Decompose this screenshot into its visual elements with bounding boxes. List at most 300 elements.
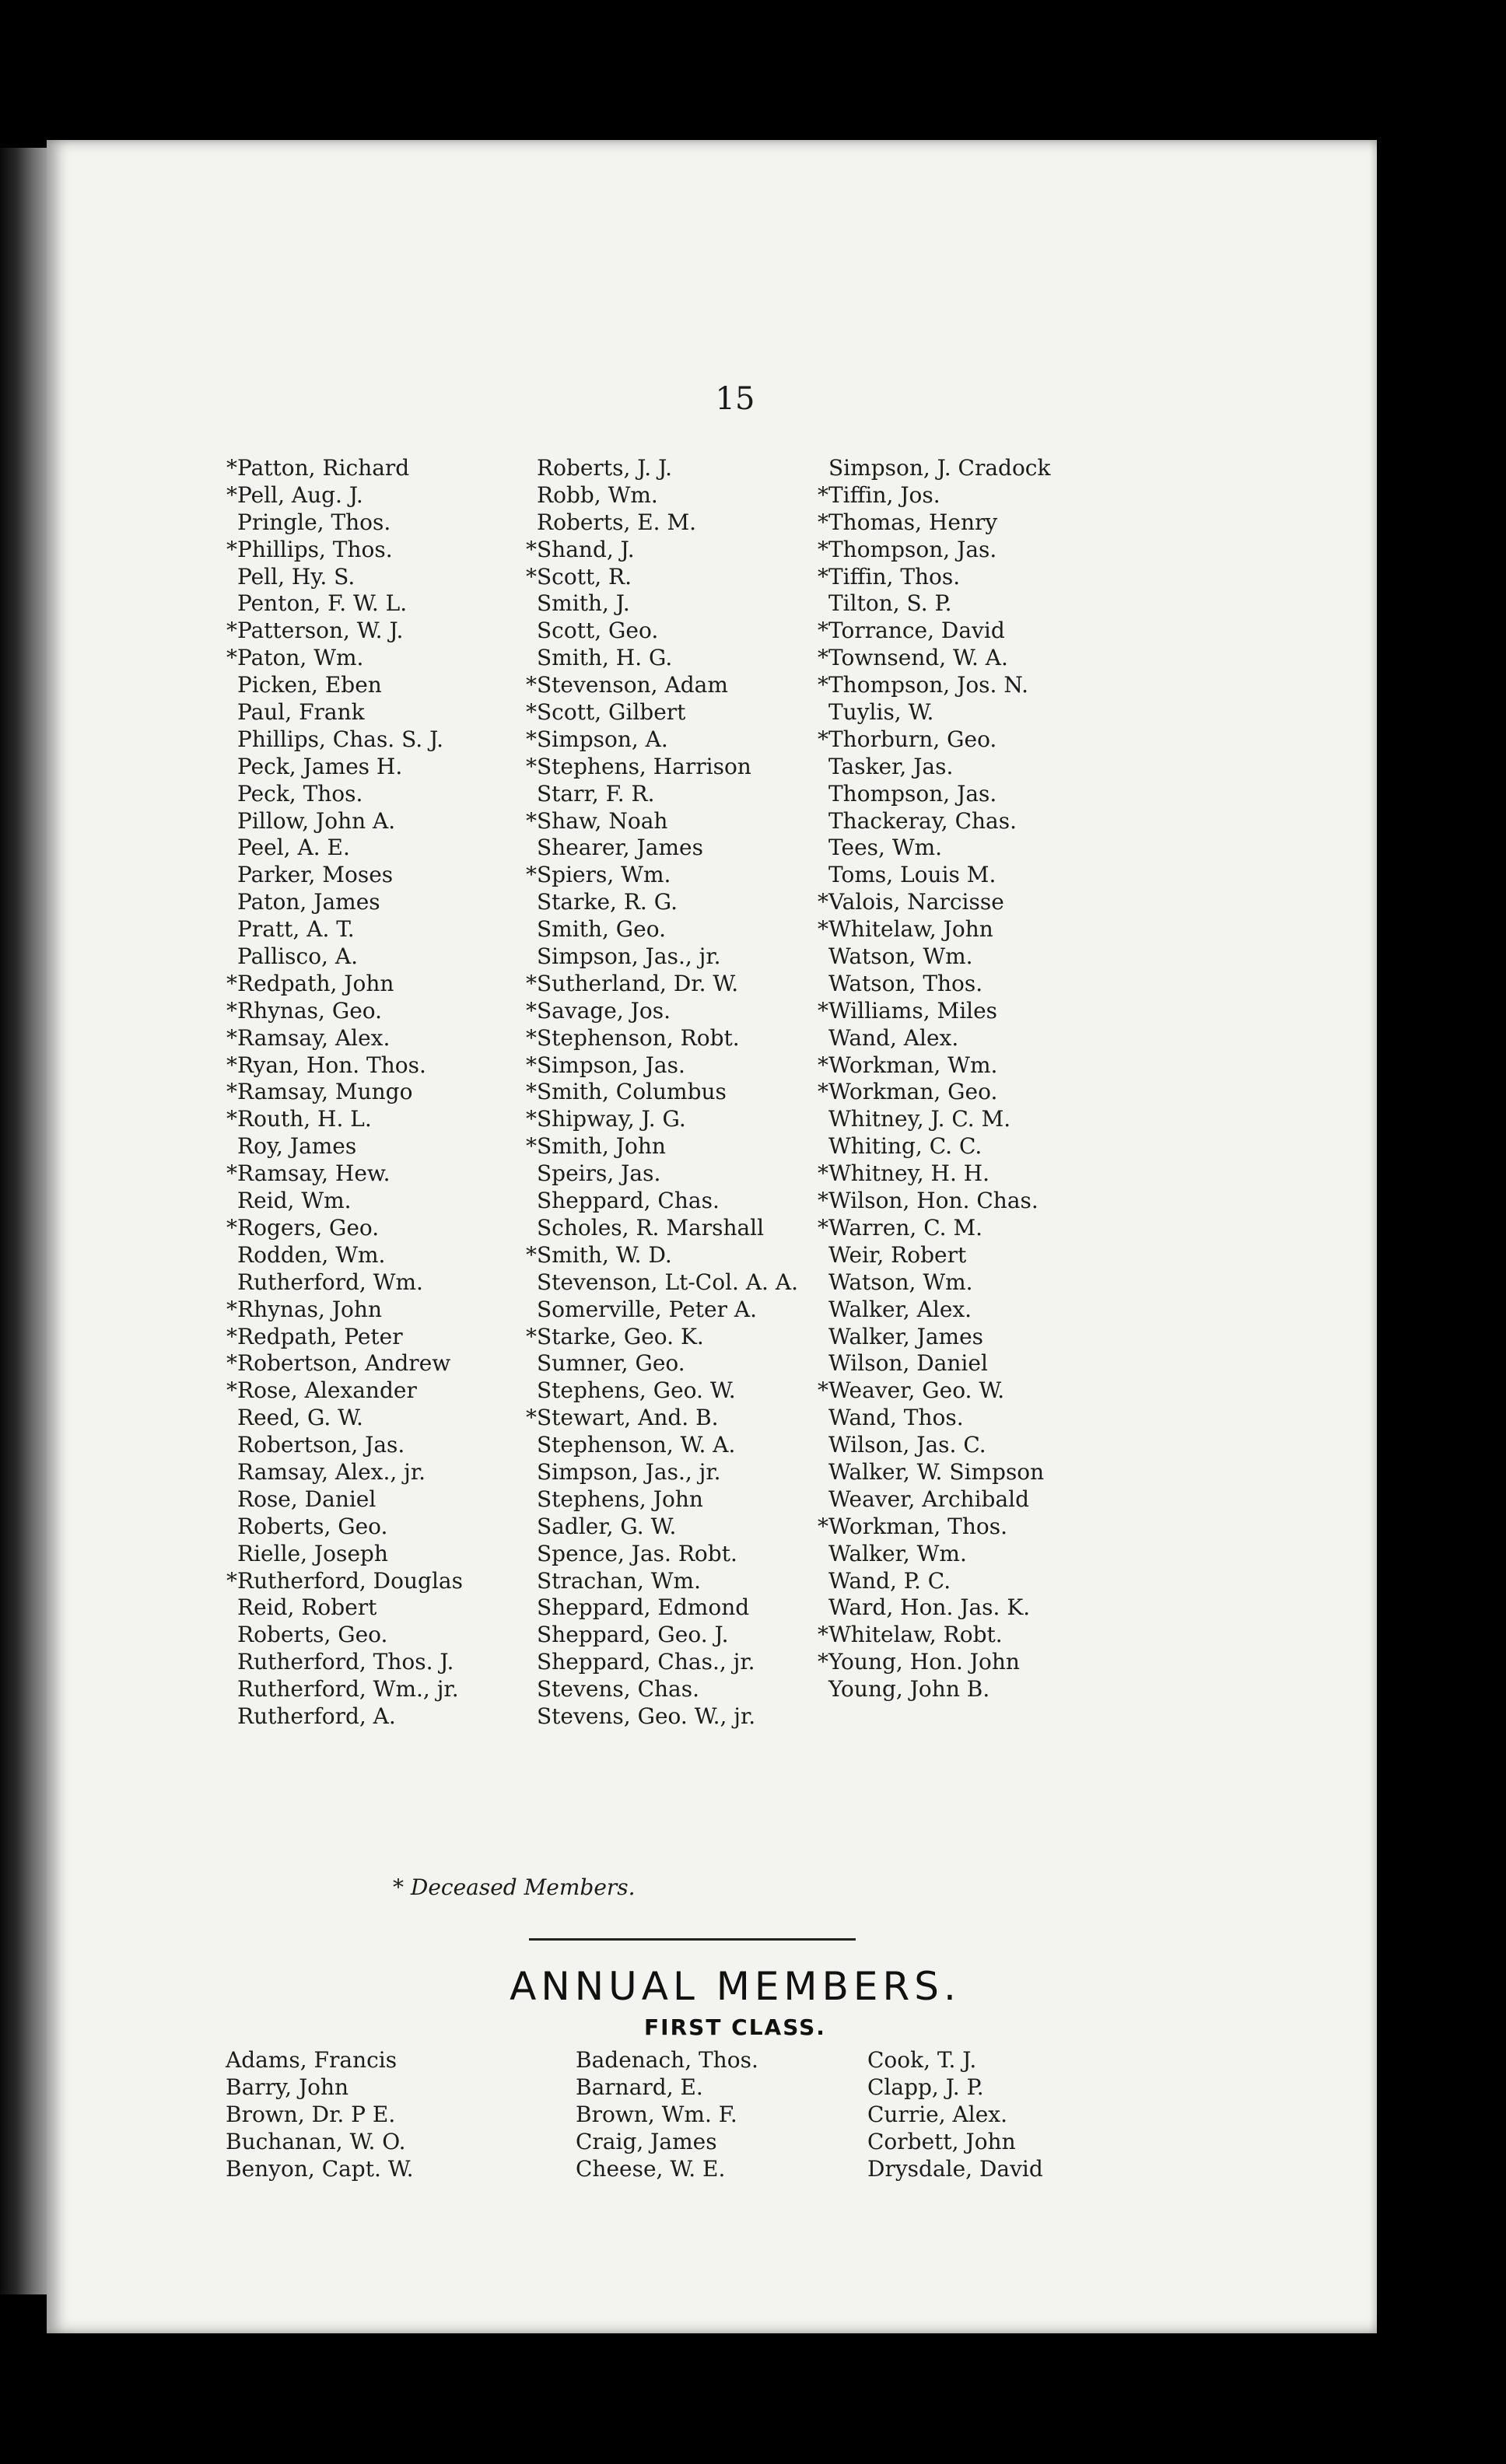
member-name: Whitney, J. C. M.	[828, 1106, 1011, 1132]
member-name: Routh, H. L.	[237, 1106, 372, 1132]
member-column-1	[226, 455, 521, 1731]
deceased-marker: *	[226, 1377, 237, 1404]
deceased-marker: *	[818, 481, 828, 508]
member-name: Pringle, Thos.	[237, 509, 391, 535]
deceased-marker: *	[818, 509, 828, 535]
member-name: Rutherford, Wm., jr.	[237, 1676, 459, 1703]
member-name: Sumner, Geo.	[537, 1350, 685, 1377]
member-entry	[226, 509, 521, 537]
member-name: Rodden, Wm.	[237, 1241, 386, 1268]
member-entry	[525, 1432, 821, 1459]
member-name: Weir, Robert	[828, 1241, 967, 1268]
member-entry	[525, 1622, 821, 1649]
member-name: Redpath, Peter	[237, 1323, 403, 1349]
member-name: Scott, Gilbert	[537, 699, 686, 726]
member-name: Peck, Thos.	[237, 780, 363, 807]
member-entry	[525, 726, 821, 754]
member-name: Redpath, John	[237, 970, 394, 996]
member-name: Reed, G. W.	[237, 1405, 363, 1431]
member-entry	[817, 943, 1144, 971]
annual-member-entry: Craig, James	[576, 2128, 717, 2154]
member-entry	[226, 1514, 521, 1541]
member-entry	[226, 1541, 521, 1568]
member-entry	[525, 1649, 821, 1676]
member-name: Ramsay, Hew.	[237, 1160, 391, 1187]
member-entry	[817, 1676, 1144, 1703]
member-name: Torrance, David	[828, 618, 1005, 644]
deceased-marker: *	[818, 1377, 828, 1404]
member-name: Somerville, Peter A.	[537, 1296, 757, 1322]
member-entry	[226, 1052, 521, 1080]
member-name: Sheppard, Chas., jr.	[537, 1649, 755, 1675]
member-entry	[226, 699, 521, 726]
member-entry	[525, 645, 821, 672]
member-name: Workman, Thos.	[828, 1513, 1008, 1539]
member-entry	[817, 1160, 1144, 1188]
deceased-marker: *	[818, 672, 828, 698]
member-name: Simpson, Jas., jr.	[537, 943, 721, 970]
member-name: Thorburn, Geo.	[828, 726, 997, 752]
member-entry	[226, 1324, 521, 1351]
annual-members-heading: ANNUAL MEMBERS.	[510, 1964, 961, 2009]
member-name: Scott, R.	[537, 563, 632, 590]
member-name: Scott, Geo.	[537, 618, 659, 644]
member-name: Watson, Thos.	[828, 970, 983, 996]
deceased-marker: *	[526, 1323, 537, 1349]
member-name: Townsend, W. A.	[828, 645, 1008, 671]
member-entry	[525, 1405, 821, 1432]
deceased-marker: *	[818, 889, 828, 915]
member-name: Workman, Geo.	[828, 1079, 998, 1105]
member-name: Starke, R. G.	[537, 889, 678, 915]
member-name: Thomas, Henry	[828, 509, 998, 535]
member-entry	[817, 1106, 1144, 1133]
member-name: Starr, F. R.	[537, 780, 655, 807]
member-name: Phillips, Chas. S. J.	[237, 726, 444, 752]
member-entry	[817, 1568, 1144, 1595]
member-entry	[817, 1079, 1144, 1106]
member-name: Stephenson, Robt.	[537, 1024, 740, 1051]
member-entry	[817, 808, 1144, 835]
member-name: Stephens, Harrison	[537, 753, 751, 779]
annual-member-entry: Barnard, E.	[576, 2074, 703, 2100]
member-entry	[226, 1133, 521, 1160]
deceased-marker: *	[226, 1567, 237, 1594]
member-entry	[226, 1703, 521, 1731]
member-name: Phillips, Thos.	[237, 536, 393, 562]
member-name: Workman, Wm.	[828, 1052, 998, 1078]
member-name: Paton, James	[237, 889, 380, 915]
deceased-marker: *	[526, 1052, 537, 1078]
member-name: Young, Hon. John	[828, 1649, 1020, 1675]
member-name: Roberts, Geo.	[237, 1622, 388, 1648]
member-entry	[525, 781, 821, 808]
member-name: Ramsay, Mungo	[237, 1079, 413, 1105]
member-entry	[525, 1242, 821, 1269]
member-entry	[817, 1025, 1144, 1052]
member-entry	[525, 1133, 821, 1160]
member-entry	[525, 1025, 821, 1052]
member-entry	[226, 1432, 521, 1459]
member-name: Shand, J.	[537, 536, 635, 562]
member-entry	[525, 1269, 821, 1297]
member-entry	[525, 672, 821, 699]
deceased-marker: *	[818, 1052, 828, 1078]
member-entry	[226, 1269, 521, 1297]
member-name: Simpson, Jas.	[537, 1052, 685, 1078]
deceased-marker: *	[226, 1024, 237, 1051]
member-entry	[226, 808, 521, 835]
member-entry	[226, 455, 521, 482]
section-divider	[529, 1938, 856, 1941]
deceased-marker: *	[526, 1133, 537, 1160]
member-entry	[226, 672, 521, 699]
member-name: Roy, James	[237, 1133, 357, 1160]
member-entry	[226, 1459, 521, 1486]
member-entry	[226, 1215, 521, 1242]
member-name: Wilson, Daniel	[828, 1350, 988, 1377]
member-name: Paul, Frank	[237, 699, 365, 726]
member-name: Stephens, Geo. W.	[537, 1377, 736, 1404]
member-entry	[817, 1432, 1144, 1459]
annual-member-entry: Currie, Alex.	[867, 2101, 1007, 2127]
member-name: Toms, Louis M.	[828, 862, 996, 888]
member-entry	[226, 889, 521, 916]
deceased-note: * Deceased Members.	[393, 1874, 636, 1900]
member-name: Tees, Wm.	[828, 835, 943, 861]
member-entry	[817, 781, 1144, 808]
member-entry	[817, 1324, 1144, 1351]
member-name: Williams, Miles	[828, 997, 998, 1024]
member-entry	[226, 916, 521, 943]
member-entry	[226, 1676, 521, 1703]
annual-member-entry: Cook, T. J.	[867, 2047, 977, 2073]
member-entry	[226, 1079, 521, 1106]
member-name: Rhynas, Geo.	[237, 997, 383, 1024]
member-name: Walker, Wm.	[828, 1540, 967, 1566]
deceased-marker: *	[526, 699, 537, 726]
member-name: Rutherford, Wm.	[237, 1269, 423, 1295]
deceased-marker: *	[818, 1160, 828, 1187]
deceased-marker: *	[818, 645, 828, 671]
member-entry	[226, 564, 521, 591]
member-entry	[817, 1133, 1144, 1160]
member-entry	[226, 1106, 521, 1133]
annual-member-entry: Brown, Dr. P E.	[226, 2101, 396, 2127]
member-name: Smith, John	[537, 1133, 666, 1160]
annual-member-entry: Badenach, Thos.	[576, 2047, 758, 2073]
member-name: Shearer, James	[537, 835, 703, 861]
member-entry	[817, 564, 1144, 591]
member-entry	[525, 1377, 821, 1405]
member-entry	[226, 1649, 521, 1676]
member-name: Ramsay, Alex.	[237, 1024, 391, 1051]
member-name: Sheppard, Chas.	[537, 1188, 720, 1214]
member-name: Wilson, Hon. Chas.	[828, 1188, 1038, 1214]
member-entry	[226, 1622, 521, 1649]
member-name: Smith, Columbus	[537, 1079, 727, 1105]
member-entry	[525, 916, 821, 943]
member-name: Pillow, John A.	[237, 807, 396, 834]
member-name: Simpson, A.	[537, 726, 668, 752]
member-name: Roberts, Geo.	[237, 1513, 388, 1539]
life-members-list	[226, 455, 1315, 1878]
member-entry	[525, 1514, 821, 1541]
member-name: Simpson, J. Cradock	[828, 455, 1051, 481]
member-entry	[817, 618, 1144, 645]
member-entry	[817, 1242, 1144, 1269]
member-name: Robertson, Andrew	[237, 1350, 451, 1377]
deceased-marker: *	[526, 563, 537, 590]
member-entry	[817, 889, 1144, 916]
deceased-marker: *	[818, 1513, 828, 1539]
member-entry	[226, 998, 521, 1025]
member-name: Weaver, Archibald	[828, 1486, 1030, 1512]
annual-member-entry: Clapp, J. P.	[867, 2074, 984, 2100]
deceased-marker: *	[526, 726, 537, 752]
member-entry	[226, 1160, 521, 1188]
member-name: Pell, Aug. J.	[237, 481, 363, 508]
member-entry	[817, 590, 1144, 618]
member-name: Rose, Daniel	[237, 1486, 376, 1512]
member-name: Whitney, H. H.	[828, 1160, 990, 1187]
member-entry	[226, 537, 521, 564]
deceased-marker: *	[226, 536, 237, 562]
member-entry	[817, 1188, 1144, 1215]
member-name: Thackeray, Chas.	[828, 807, 1017, 834]
member-name: Warren, C. M.	[828, 1214, 983, 1241]
member-entry	[525, 943, 821, 971]
member-entry	[525, 699, 821, 726]
member-name: Tiffin, Thos.	[828, 563, 961, 590]
member-name: Wand, Alex.	[828, 1024, 959, 1051]
member-entry	[817, 1350, 1144, 1377]
member-name: Rhynas, John	[237, 1296, 382, 1322]
member-name: Tilton, S. P.	[828, 590, 952, 617]
member-name: Wand, Thos.	[828, 1405, 964, 1431]
member-entry	[817, 1486, 1144, 1514]
deceased-marker: *	[226, 455, 237, 481]
member-name: Thompson, Jos. N.	[828, 672, 1028, 698]
deceased-marker: *	[226, 1160, 237, 1187]
member-name: Weaver, Geo. W.	[828, 1377, 1005, 1404]
member-name: Stevens, Geo. W., jr.	[537, 1703, 756, 1729]
member-name: Scholes, R. Marshall	[537, 1214, 765, 1241]
deceased-marker: *	[818, 726, 828, 752]
member-name: Sutherland, Dr. W.	[537, 970, 739, 996]
deceased-marker: *	[226, 1296, 237, 1322]
deceased-marker: *	[226, 997, 237, 1024]
member-entry	[226, 1486, 521, 1514]
member-name: Shipway, J. G.	[537, 1106, 686, 1132]
member-name: Shaw, Noah	[537, 807, 668, 834]
member-name: Spence, Jas. Robt.	[537, 1540, 737, 1566]
deceased-marker: *	[526, 1106, 537, 1132]
member-entry	[817, 672, 1144, 699]
member-entry	[817, 509, 1144, 537]
member-entry	[817, 1514, 1144, 1541]
annual-member-entry: Corbett, John	[867, 2128, 1016, 2154]
member-name: Smith, W. D.	[537, 1241, 672, 1268]
member-name: Rutherford, A.	[237, 1703, 396, 1729]
member-name: Ward, Hon. Jas. K.	[828, 1594, 1031, 1621]
member-entry	[226, 1405, 521, 1432]
member-name: Parker, Moses	[237, 862, 394, 888]
member-name: Stephenson, W. A.	[537, 1432, 736, 1458]
deceased-marker: *	[526, 1024, 537, 1051]
deceased-marker: *	[526, 1405, 537, 1431]
deceased-marker: *	[526, 807, 537, 834]
left-page-edge	[0, 148, 47, 2294]
deceased-marker: *	[526, 753, 537, 779]
member-entry	[226, 862, 521, 889]
member-entry	[817, 862, 1144, 889]
deceased-marker: *	[226, 618, 237, 644]
member-name: Pratt, A. T.	[237, 916, 355, 943]
member-entry	[817, 1649, 1144, 1676]
member-entry	[226, 1377, 521, 1405]
member-name: Whiting, C. C.	[828, 1133, 982, 1160]
member-entry	[226, 618, 521, 645]
deceased-marker: *	[526, 970, 537, 996]
member-name: Smith, Geo.	[537, 916, 666, 943]
member-entry	[226, 482, 521, 509]
member-entry	[525, 1188, 821, 1215]
member-entry	[525, 1350, 821, 1377]
book-page	[47, 140, 1377, 2333]
member-entry	[525, 1052, 821, 1080]
deceased-marker: *	[818, 997, 828, 1024]
member-name: Speirs, Jas.	[537, 1160, 661, 1187]
deceased-marker: *	[526, 1241, 537, 1268]
member-entry	[226, 781, 521, 808]
member-name: Stewart, And. B.	[537, 1405, 719, 1431]
deceased-marker: *	[526, 536, 537, 562]
member-entry	[525, 1106, 821, 1133]
member-name: Smith, H. G.	[537, 645, 673, 671]
member-name: Wilson, Jas. C.	[828, 1432, 986, 1458]
deceased-marker: *	[818, 1214, 828, 1241]
member-entry	[525, 455, 821, 482]
member-entry	[525, 808, 821, 835]
member-name: Roberts, J. J.	[537, 455, 673, 481]
member-entry	[525, 889, 821, 916]
member-name: Young, John B.	[828, 1676, 990, 1703]
member-name: Paton, Wm.	[237, 645, 364, 671]
member-entry	[817, 1052, 1144, 1080]
member-name: Rutherford, Thos. J.	[237, 1649, 454, 1675]
member-name: Whitelaw, Robt.	[828, 1622, 1003, 1648]
member-entry	[817, 699, 1144, 726]
member-name: Sadler, G. W.	[537, 1513, 677, 1539]
deceased-marker: *	[226, 1052, 237, 1078]
member-entry	[525, 509, 821, 537]
deceased-marker: *	[818, 563, 828, 590]
member-entry	[525, 998, 821, 1025]
member-entry	[525, 1703, 821, 1731]
member-entry	[525, 754, 821, 781]
member-name: Walker, Alex.	[828, 1296, 972, 1322]
member-name: Savage, Jos.	[537, 997, 671, 1024]
member-entry	[817, 455, 1144, 482]
member-entry	[525, 1486, 821, 1514]
member-entry	[817, 1594, 1144, 1622]
deceased-marker: *	[818, 1622, 828, 1648]
member-entry	[817, 1377, 1144, 1405]
member-entry	[817, 726, 1144, 754]
member-entry	[226, 943, 521, 971]
member-name: Wand, P. C.	[828, 1567, 951, 1594]
member-column-3	[817, 455, 1144, 1703]
member-entry	[226, 726, 521, 754]
member-name: Thompson, Jas.	[828, 780, 997, 807]
deceased-marker: *	[818, 536, 828, 562]
member-name: Reid, Wm.	[237, 1188, 352, 1214]
member-entry	[226, 1242, 521, 1269]
annual-member-entry: Cheese, W. E.	[576, 2155, 726, 2182]
member-name: Spiers, Wm.	[537, 862, 671, 888]
member-entry	[817, 971, 1144, 998]
member-name: Walker, W. Simpson	[828, 1458, 1045, 1485]
annual-column-1	[226, 2047, 521, 2182]
annual-member-entry: Barry, John	[226, 2074, 349, 2100]
member-name: Walker, James	[828, 1323, 984, 1349]
member-name: Starke, Geo. K.	[537, 1323, 704, 1349]
member-name: Valois, Narcisse	[828, 889, 1004, 915]
deceased-marker: *	[226, 481, 237, 508]
deceased-marker: *	[818, 618, 828, 644]
member-entry	[226, 971, 521, 998]
member-name: Simpson, Jas., jr.	[537, 1458, 721, 1485]
deceased-marker: *	[526, 997, 537, 1024]
annual-member-entry: Benyon, Capt. W.	[226, 2155, 414, 2182]
member-entry	[226, 1568, 521, 1595]
annual-column-2	[576, 2047, 871, 2182]
member-entry	[525, 1079, 821, 1106]
member-name: Reid, Robert	[237, 1594, 377, 1621]
member-name: Roberts, E. M.	[537, 509, 697, 535]
member-name: Tasker, Jas.	[828, 753, 954, 779]
member-entry	[525, 1215, 821, 1242]
member-entry	[525, 537, 821, 564]
member-entry	[525, 1459, 821, 1486]
member-name: Watson, Wm.	[828, 943, 973, 970]
member-name: Ryan, Hon. Thos.	[237, 1052, 426, 1078]
member-entry	[226, 1594, 521, 1622]
member-name: Ramsay, Alex., jr.	[237, 1458, 426, 1485]
member-name: Thompson, Jas.	[828, 536, 997, 562]
member-name: Robb, Wm.	[537, 481, 658, 508]
member-entry	[226, 590, 521, 618]
member-name: Penton, F. W. L.	[237, 590, 408, 617]
deceased-marker: *	[526, 862, 537, 888]
member-name: Strachan, Wm.	[537, 1567, 701, 1594]
member-entry	[817, 1541, 1144, 1568]
member-name: Peel, A. E.	[237, 835, 350, 861]
member-entry	[226, 1188, 521, 1215]
deceased-marker: *	[226, 1214, 237, 1241]
member-entry	[817, 1215, 1144, 1242]
member-entry	[525, 590, 821, 618]
member-entry	[817, 1405, 1144, 1432]
annual-member-entry: Drysdale, David	[867, 2155, 1043, 2182]
member-entry	[525, 564, 821, 591]
member-name: Rogers, Geo.	[237, 1214, 380, 1241]
member-entry	[525, 835, 821, 862]
member-entry	[817, 916, 1144, 943]
deceased-marker: *	[226, 1079, 237, 1105]
member-name: Rose, Alexander	[237, 1377, 417, 1404]
